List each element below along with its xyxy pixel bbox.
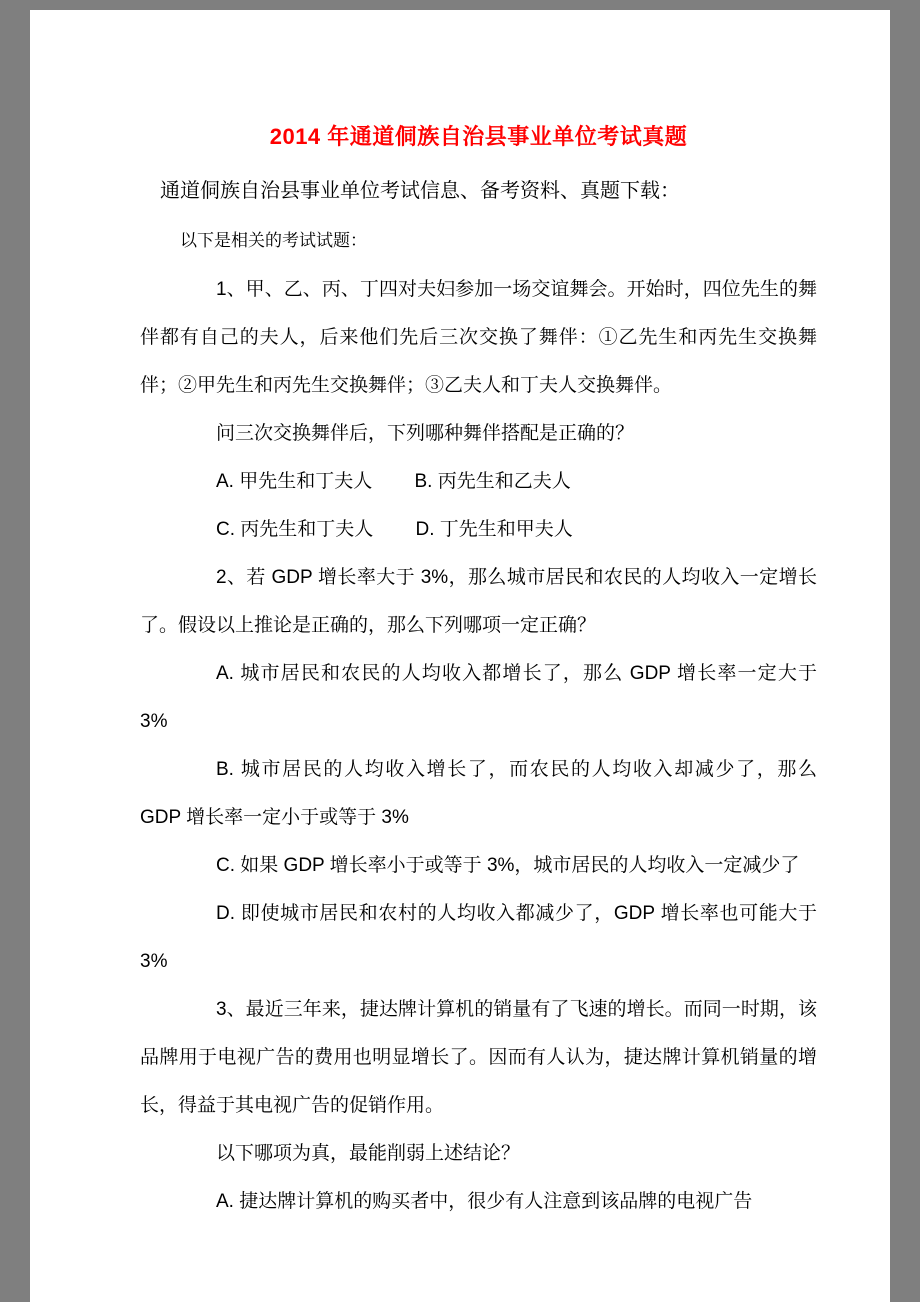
paragraph-4: 问三次交换舞伴后，下列哪种舞伴搭配是正确的？ <box>216 423 635 444</box>
paragraph-5: A. 甲先生和丁夫人 B. 丙先生和乙夫人 <box>216 471 571 492</box>
paragraph-2: 以下是相关的考试试题： <box>180 231 367 250</box>
paragraph-13: 以下哪项为真，最能削弱上述结论？ <box>216 1143 521 1164</box>
paragraph-1: 通道侗族自治县事业单位考试信息、备考资料、真题下载： <box>160 180 680 202</box>
paragraphs <box>140 166 823 1226</box>
paragraph-12: 3、最近三年来，捷达牌计算机的销量有了飞速的增长。而同一时期，该品牌用于电视广告的费用也明显增长了。因而有人认为，捷达牌计算机销量的增长，得益于其电视广告的促销作用。 <box>140 999 817 1116</box>
paragraph-14: A. 捷达牌计算机的购买者中，很少有人注意到该品牌的电视广告 <box>216 1191 753 1212</box>
paragraph-8: A. 城市居民和农民的人均收入都增长了，那么 GDP 增长率一定大于 3% <box>140 663 823 732</box>
document-page <box>30 10 890 1302</box>
paragraph-7: 2、若 GDP 增长率大于 3%，那么城市居民和农民的人均收入一定增长了。假设以上推论是正确的，那么下列哪项一定正确？ <box>140 567 817 636</box>
paragraph-3: 1、甲、乙、丙、丁四对夫妇参加一场交谊舞会。开始时，四位先生的舞伴都有自己的夫人，后来他们先后三次交换了舞伴：①乙先生和丙先生交换舞伴；②甲先生和丙先生交换舞伴；③乙夫人和丁夫人交换舞伴。 <box>140 279 817 396</box>
paragraph-11: D. 即使城市居民和农村的人均收入都减少了，GDP 增长率也可能大于 3% <box>140 903 823 972</box>
paragraph-10: C. 如果 GDP 增长率小于或等于 3%，城市居民的人均收入一定减少了 <box>216 855 800 876</box>
paragraph-9: B. 城市居民的人均收入增长了，而农民的人均收入却减少了，那么 GDP 增长率一定小于或等于 3% <box>140 759 823 828</box>
paragraph-6: C. 丙先生和丁夫人 D. 丁先生和甲夫人 <box>216 519 573 540</box>
document-title: 2014 年通道侗族自治县事业单位考试真题 <box>269 124 688 149</box>
